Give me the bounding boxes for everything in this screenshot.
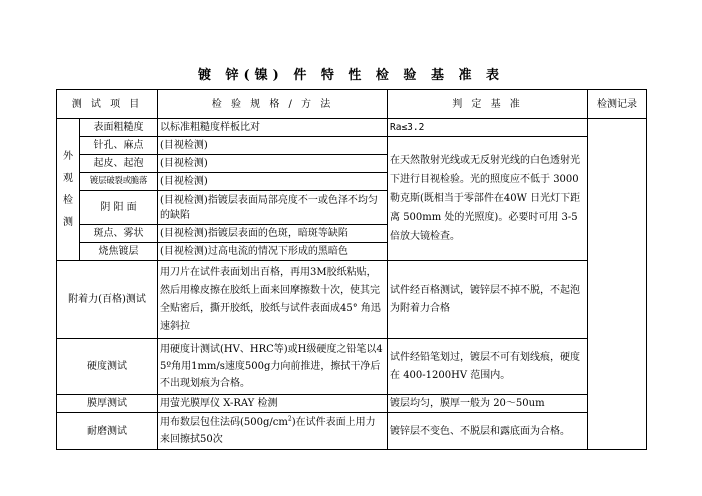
- header-spec: 检 验 规 格 / 方 法: [158, 90, 388, 119]
- inspection-table: [56, 89, 647, 450]
- spec-cell: (目视检测): [158, 173, 388, 191]
- superscript: 2: [287, 415, 292, 423]
- spec-cell: (目视检测)指镀层表面的色斑，暗斑等缺陷: [158, 225, 388, 243]
- spec-cell: (目视检测): [158, 137, 388, 155]
- header-criteria: 判 定 基 准: [388, 90, 588, 119]
- table-row: [57, 261, 647, 339]
- appearance-group-label: [57, 119, 80, 261]
- appearance-group-text: 外 观 检 测: [63, 150, 73, 228]
- item-cell: 起皮、起泡: [80, 155, 158, 173]
- criteria-cell: 试件经百格测试，镀锌层不掉不脱，不起泡为附着力合格: [388, 261, 588, 339]
- spec-text: )在试件表面上用力来回擦拭50次: [160, 417, 376, 445]
- item-cell: 针孔、麻点: [80, 137, 158, 155]
- page-title: 镀 锌(镍) 件 特 性 检 验 基 准 表: [197, 68, 505, 83]
- spec-cell: 用硬度计测试(HV、HRC等)或H级硬度之铅笔以45º角用1mm/s速度500g力向前推进，擦拭干净后不出现划痕为合格。: [158, 339, 388, 395]
- spec-cell: 用刀片在试件表面划出百格，再用3M胶纸粘贴，然后用橡皮擦在胶纸上面来回摩擦数十次，使其完全贴密后，撕开胶纸，胶纸与试件表面成45° 角迅速斜拉: [158, 261, 388, 339]
- item-cell: 阴 阳 面: [80, 191, 158, 225]
- item-cell: 硬度测试: [57, 339, 158, 395]
- table-row: [57, 339, 647, 395]
- header-record: 检测记录: [588, 90, 647, 119]
- spec-text: 用布数层包住法码(500g/cm: [160, 417, 288, 428]
- spec-cell: 以标准粗糙度样板比对: [158, 119, 388, 137]
- record-cell[interactable]: [588, 119, 647, 450]
- header-item: 测 试 项 目: [57, 90, 158, 119]
- header-row: [57, 90, 647, 119]
- spec-cell: (目视检测)过高电流的情况下形成的黑暗色: [158, 243, 388, 261]
- item-cell: 附着力(百格)测试: [57, 261, 158, 339]
- spec-cell: (目视检测): [158, 155, 388, 173]
- criteria-cell: 在天然散射光线或无反射光线的白色透射光下进行目视检验。光的照度应不低于 3000 勒克斯(既相当于零部件在40W 日光灯下距离 500mm 处的光照度)。必要时可用 3-5 倍放大镜检查。: [388, 137, 588, 261]
- spec-cell: 用萤光膜厚仪 X-RAY 检测: [158, 395, 388, 413]
- table-row: [57, 413, 647, 450]
- table-row: [57, 119, 647, 137]
- table-row: [57, 137, 647, 155]
- criteria-cell: 镀锌层不变色、不脱层和露底面为合格。: [388, 413, 588, 450]
- table-row: [57, 395, 647, 413]
- spec-cell: [158, 413, 388, 450]
- item-cell: 烧焦镀层: [80, 243, 158, 261]
- item-cell: 表面粗糙度: [80, 119, 158, 137]
- item-cell: 膜厚测试: [57, 395, 158, 413]
- spec-cell: (目视检测)指镀层表面局部亮度不一或色泽不均匀的缺陷: [158, 191, 388, 225]
- criteria-cell: 试件经铅笔划过，镀层不可有划线痕，硬度在 400-1200HV 范围内。: [388, 339, 588, 395]
- criteria-cell: 镀层均匀，膜厚一般为 20～50um: [388, 395, 588, 413]
- item-cell: 镀层破裂或脆落: [80, 173, 158, 191]
- criteria-cell: Ra≤3.2: [388, 119, 588, 137]
- item-cell: 耐磨测试: [57, 413, 158, 450]
- item-cell: 斑点、雾状: [80, 225, 158, 243]
